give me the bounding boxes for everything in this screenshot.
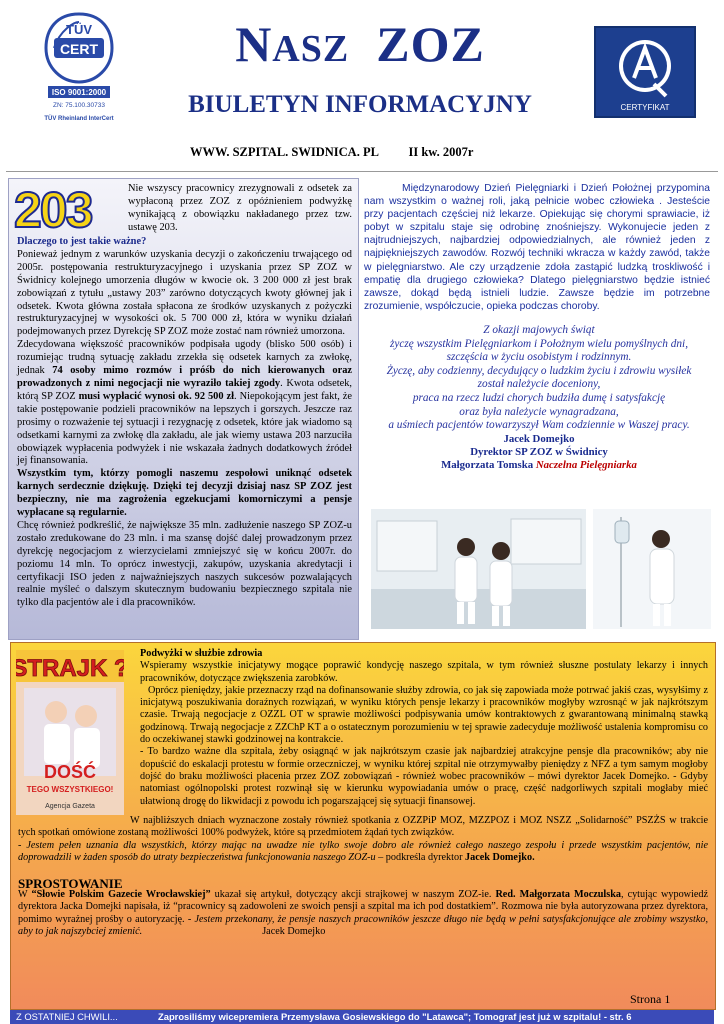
article-203-body [17,236,352,610]
wish-line: życzę wszystkim Pielęgniarkom i Położnym wielu pomyślnych dni, [389,337,689,350]
tuv-iso-text: ISO 9001:2000 [51,88,107,97]
wish-line: Życzę, aby codzienny, decydujący o ludzkim życiu i zdrowiu wysiłek [386,364,692,377]
issue-line [190,144,590,160]
poster-title: STRAJK ? [16,655,124,682]
article-intro: Nie wszyscy pracownicy zrezygnowali z odsetek za wypłaconą przez ZOZ z opóźnieniem podwyżkę wynikającą z obowiązku nakładanego przez tzw. ustawę 203. [128,183,352,233]
wish-line: został należycie doceniony, [477,378,601,391]
last-minute-label: Z OSTATNIEJ CHWILI... [16,1011,118,1022]
certificate-logo [594,26,696,118]
strike-heading: Podwyżki w służbie zdrowia [140,648,263,659]
article-paragraph-4: Chcę również podkreślić, że największe 35 mln. zadłużenie naszego SP ZOZ-u zostało zredukowane do 23 mln. i ma szansę dojść dalej prowadzonym przez dyrekcję negocjacjom z wierzycielami zmniejszyć się w końcu 2007r. do poziomu 14 mln. To oprócz inwestycji, zakupów, uzyskania akredytacji i certyfikacji ISO jeden z najważniejszych naszych sukcesów pozwalających realnie myśleć o dalszym skutecznym budowaniu bezpiecznego szpitala nie tylko dla pacjentów ale i dla pracowników. [17,519,352,609]
strike-article-top [140,648,708,808]
signature-name: Jacek Domejko [503,433,575,445]
tuv-zn-text: ZN: 75.100.30733 [52,102,106,109]
page-subtitle: BIULETYN INFORMACYJNY [188,91,532,118]
wish-line: a uśmiech pacjentów towarzyszył Wam codziennie w Waszej pracy. [388,419,690,432]
title-rest: ASZ [272,28,350,70]
strike-paragraph-2: Oprócz pieniędzy, jakie przeznaczy rząd na dofinansowanie służby zdrowia, co jak się zapowiada może potrwać jakiś czas, wysyłśimy z inicjatywą poszukiwania doraźnych rozwiązań, w wyniku których pensje lekarzy i pracowników mogłyby wzrosnąć w jak najkrótszym czasie. Trwają negocjacje z OZZL OT w sprawie możliwości podpisywania umów kontraktowych z gwarantowaną minimalną stawką godzinową. Trwają negocjacje z ZZChP KT a o ostatecznym porozumieniu w tej sprawie zadecyduje możliwość ustalenia kompromisu co do oczekiwanej stawki godzinowej na kontrakcie. [140,684,708,746]
issue-number: II kw. 2007r [408,145,474,159]
nurses-photos [371,509,711,629]
article-paragraph-1: Ponieważ jednym z warunków uzyskania decyzji o zakończeniu trwającego od 2005r. postępowania restrukturyzacyjnego i uzyskania przez SP ZOZ w Świdnicy kolejnego umorzenia długów w kwocie ok. 3 200 000 zł jest brak zobowiązań z tytułu „ustawy 203” zarówno dotyczących kwoty głównej jak i odsetek. Kwota główna została spłacona ze środków uzyskanych z pożyczki restrukturyzacyjnej w wysokości ok. 5 700 000 zł, która w wyniku działań podejmowanych przez Dyrekcję SP ZOZ może zostać nam również umorzona. [17,248,352,338]
nurses-day-signature [364,433,714,473]
tuv-brand-text: TÜV [66,22,92,37]
page-number: Strona 1 [630,992,671,1006]
strike-article-bottom [18,815,708,864]
correction-text: W “Słowie Polskim Gazecie Wrocławskiej” ukazał się artykuł, dotyczący akcji strajkowej w naszym ZOZ-ie. Red. Małgorzata Moczulska, cytując wypowiedź dyrektora Jacka Domejki napisała, iż “pracownicy są zadowoleni ze swoich pensji a szpital ma ich pod dostatkiem”. Rozmowa nie była autoryzowana przez dyrektora, pomimo wyrażnej prośby o autoryzację. - Jestem przekonany, że pensje naszych pracowników jeszcze długo nie będą w pełni satysfakcjonujące ale zrobimy wszystko, aby to jak najszybciej zmienić. Jacek Domejko [18,889,708,937]
title-initial: N [235,16,273,72]
strike-poster-image [16,650,124,815]
strike-paragraph-5: - Jestem pełen uznania dla wszystkich, którzy mając na uwadze nie tylko swoje dobro ale również całego naszego zespołu i przede wszystkim pacjentów, nie doprowadzili w żaden sposób do utraty bezpieczeństwa funkcjonowania naszego ZOZ-u – podkreśla dyrektor Jacek Domejko. [18,839,708,863]
last-minute-news[interactable]: Zaprosiliśmy wicepremiera Przemysława Gosiewskiego do "Latawca"; Tomograf jest już w szpitalu! - str. 6 [158,1011,632,1022]
article-question: Dlaczego to jest takie ważne? [17,236,147,247]
tuv-certificate-logo [36,8,122,126]
certificate-label: CERTYFIKAT [620,103,670,112]
strike-paragraph-1: Wspieramy wszystkie inicjatywy mogące poprawić kondycję naszego szpitala, w tym również słuszne postulaty lekarzy i innych pracowników, dotyczące zwiększenia zarobków. [140,660,708,684]
correction-heading: SPROSTOWANIE [18,876,123,891]
wish-line: praca na rzecz ludzi chorych budziła dumę i satysfakcję [412,391,666,404]
signature-name-2: Małgorzata Tomska Naczelna Pielęgniarka [441,459,637,472]
poster-slogan-2: TEGO WSZYSTKIEGO! [26,785,114,794]
correction-signature: Jacek Domejko [262,925,326,937]
article-paragraph-2: Zdecydowana większość pracowników podpisała ugody (blisko 500 osób) i rozumiejąc trudną sytuację zakładu zrzekła się odsetek karnych za zwłokę, jednak 74 osoby mimo rozmów i próśb do nich kierowanych oraz prowadzonych z nimi negocjacji nie wyraziło takiej zgody. Kwota odsetek, którą SP ZOZ musi wypłacić wynosi ok. 92 500 zł. Niepokojącym jest fakt, że takie postępowanie podzieli pracowników na lepszych i gorszych. Jeszcze raz prosimy o rozważenie tej sytuacji i rezygnację z odsetek, które jak wiadomo są odsetkami karnymi za zwłokę dla zakładu, ale jak wiemy ustawa 203 narzuciła obowiązek wypłacenia podwyżek i nie wskazała żadnych dodatkowych źródeł jej finansowania. [17,339,353,467]
tuv-cert-text: CERT [59,41,99,57]
poster-credit: Agencja Gazeta [45,803,95,810]
wish-line: Z okazji majowych świąt [483,324,595,336]
website-link[interactable]: WWW. SZPITAL. SWIDNICA. PL [190,145,379,159]
big-number-203: 203 [14,182,92,238]
nurses-day-text: Międzynarodowy Dzień Pielęgniarki i Dzień Położnej przypomina nam wszystkim o ważnej roli, jaką pełnicie wobec człowieka . Jesteście przy pacjentach częściej niż lekarze. Opiekując się chorymi sprawiacie, iż pobyt w szpitalu staje się odrobinę znośniejszy. Wykonujecie jeden z najtrudniejszych, najbardziej odpowiedzialnych, ale również jeden z najpiękniejszych zawodów. Rozwój techniki wkracza w każdy zawód, także w pielęgniarstwo. Ale czy urządzenie zdoła zastąpić ludzką troskliwość i empatię dla drugiego człowieka? Dlatego pielęgniarstwo będzie istnieć zawsze, dokąd będą istnieli ludzie. Zawsze będzie im potrzebne zrozumienie, współczucie, opieka podczas choroby. [364,183,710,312]
tuv-rheinland-text: TÜV Rheinland InterCert [44,116,114,122]
strike-paragraph-3: - To bardzo ważne dla szpitala, żeby osiągnąć w jak najkrótszym czasie jak najbardziej atrakcyjne pensje dla pracowników; aby nie dopuścić do eskalacji protestu w formie orzeczniczej, w wyniku której szpital nie otrzymywałby pieniędzy z NFZ a tym samym mogłoby dojść do braku możliwości płacenia przez ZOZ zobowiązań - również wobec pracowników – mówi dyrektor Jacek Domejko. - Gdyby natomiast ogólnopolski protest rozwinął się w kierunku wypowiadania umów o pracę, część nadgorliwych szpitali mogłaby mieć ułatwioną drogę do likwidacji z powodu ich pogarszającej się sytuacji finansowej. [140,746,708,807]
header-divider [6,171,718,172]
strike-paragraph-4: W najbliższych dniach wyznaczone zostały również spotkania z OZZPiP MOZ, MZZPOZ i MOZ NSZZ „Solidarność” PSZŻS w trakcie tych spotkań omówione zostaną możliwości 100% podwyżek, które są przedmiotem żądań tych związków. [18,815,708,839]
article-paragraph-3: Wszystkim tym, którzy pomogli naszemu zespołowi uniknąć odsetek karnych serdecznie dziękuję. Dzięki tej decyzji dzisiaj nasz SP ZOZ jest bezpieczny, nie ma zagrożenia egzekucjami komorniczymi a pensje wypłacane są regularnie. [17,468,352,519]
title-word2: ZOZ [376,16,485,72]
wish-line: oraz była należycie wynagradzana, [459,405,619,418]
last-minute-bar [10,1010,714,1024]
wish-line: szczęścia w życiu osobistym i rodzinnym. [446,351,632,364]
signature-role: Dyrektor SP ZOZ w Świdnicy [470,446,608,459]
nurses-day-wishes [364,324,714,433]
page-title [130,18,590,75]
poster-slogan: DOŚĆ [43,762,97,782]
